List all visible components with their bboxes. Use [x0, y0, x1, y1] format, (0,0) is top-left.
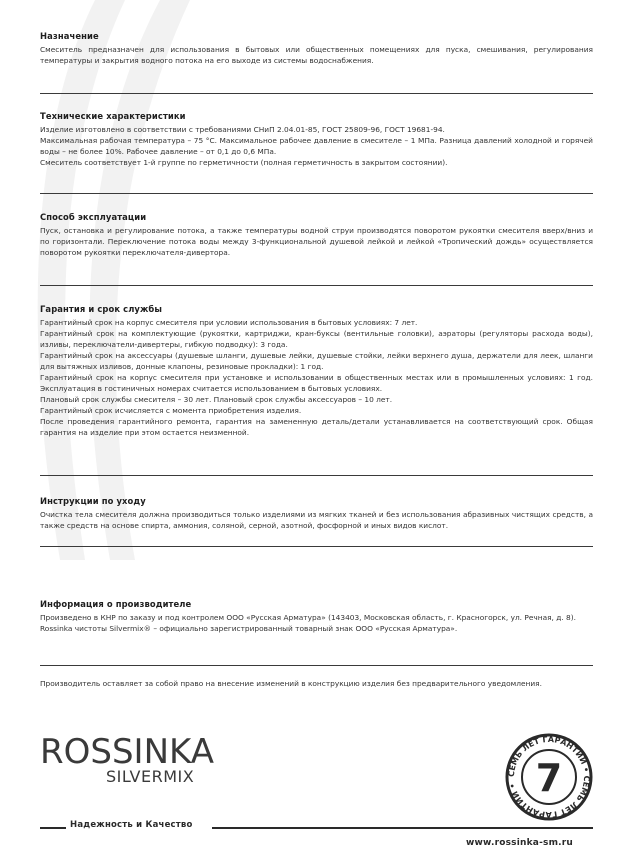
section-care — [40, 496, 593, 531]
divider — [40, 193, 593, 194]
section-title: Технические характеристики — [40, 111, 186, 121]
section-operation — [40, 212, 593, 258]
section-title: Способ эксплуатации — [40, 212, 147, 222]
divider — [40, 475, 593, 476]
watermark-swoosh-2 — [89, 0, 190, 560]
section-purpose — [40, 31, 593, 66]
section-text: Rossinka чистоты Silvermix® – официально зарегистрированный товарный знак ООО «Русская Арматура». — [40, 624, 458, 633]
section-title: Гарантия и срок службы — [40, 304, 163, 314]
section-text: Произведено в КНР по заказу и под контролем ООО «Русская Арматура» (143403, Московская область, г. Красногорск, ул. Речная, д. 8). — [40, 613, 576, 622]
section-text: Гарантийный срок на комплектующие (рукоятки, картриджи, кран-буксы (вентильные головки), аэраторы (регуляторы расхода воды), изливы, переключатели-дивертеры, гибкую подводку): 3 года. — [40, 329, 593, 349]
divider — [40, 285, 593, 286]
divider — [40, 665, 593, 666]
warranty-seal-icon — [505, 733, 593, 821]
divider — [40, 546, 593, 547]
section-text: Изделие изготовлено в соответствии с требованиями СНиП 2.04.01-85, ГОСТ 25809-96, ГОСТ 19681-94. — [40, 125, 445, 134]
section-manufacturer — [40, 599, 593, 634]
footer-motto: Надежность и Качество — [70, 820, 193, 830]
section-text: Гарантийный срок на корпус смесителя при условии использования в бытовых условиях: 7 лет. — [40, 318, 418, 327]
website-link[interactable]: www.rossinka-sm.ru — [466, 838, 574, 848]
section-text: Гарантийный срок на корпус смесителя при установке и использовании в общественных местах или в промышленных условиях: 1 год. Эксплуатация в гостиничных номерах считается использованием в бытовых условиях. — [40, 373, 593, 393]
brand-logo — [40, 732, 214, 786]
section-warranty — [40, 304, 593, 438]
section-text: Смеситель соответствует 1-й группе по герметичности (полная герметичность в закрытом состоянии). — [40, 158, 448, 167]
section-text: После проведения гарантийного ремонта, гарантия на замененную деталь/детали устанавливается на соответствующий срок. Общая гарантия на изделие при этом остается неизменной. — [40, 417, 593, 437]
section-text: Плановый срок службы смесителя – 30 лет. Плановый срок службы аксессуаров – 10 лет. — [40, 395, 393, 404]
section-text: Гарантийный срок на аксессуары (душевые шланги, душевые лейки, душевые стойки, лейки верхнего душа, держатели для леек, шланги для вытяжных изливов, донные клапоны, резиновые прокладки): 1 год. — [40, 351, 593, 371]
disclaimer — [40, 678, 593, 689]
section-title: Инструкции по уходу — [40, 496, 146, 506]
section-text: Пуск, остановка и регулирование потока, а также температуры водной струи производятся поворотом рукоятки смесителя вверх/вниз и по горизонтали. Переключение потока воды между 3-функциональной душевой лейкой и лейкой «Тропический дождь» осуществляется поворотом рукоятки переключателя-дивертора. — [40, 226, 593, 257]
section-text: Гарантийный срок исчисляется с момента приобретения изделия. — [40, 406, 302, 415]
section-text: Очистка тела смесителя должна производиться только изделиями из мягких тканей и без использования абразивных чистящих средств, а также средств на основе спирта, аммония, соляной, серной, азотной, фосфорной и иных видов кислот. — [40, 510, 593, 530]
section-title: Информация о производителе — [40, 599, 192, 609]
section-text: Смеситель предназначен для использования в бытовых или общественных помещениях для пуска, смешивания, регулирования температуры и закрытия водного потока на его выходе из системы водоснабжения. — [40, 45, 593, 65]
footer-line-right — [212, 827, 593, 829]
section-specs — [40, 111, 593, 168]
section-text: Максимальная рабочая температура – 75 °С. Максимальное рабочее давление в смесителе – 1 МПа. Разница давлений холодной и горячей воды – не более 10%. Рабочее давление – от 0,1 до 0,6 МПа. — [40, 136, 593, 156]
section-title: Назначение — [40, 31, 99, 41]
footer-line-left — [40, 827, 66, 829]
seal-number: 7 — [535, 756, 563, 800]
brand-name: ROSSINKA — [40, 732, 214, 772]
seal-ring-text: СЕМЬ ЛЕТ ГАРАНТИИ • СЕМЬ ЛЕТ ГАРАНТИИ • — [506, 734, 592, 820]
brand-subname: SILVERMIX — [106, 767, 195, 786]
disclaimer-text: Производитель оставляет за собой право на внесение изменений в конструкцию изделия без предварительного уведомления. — [40, 679, 542, 688]
divider — [40, 93, 593, 94]
